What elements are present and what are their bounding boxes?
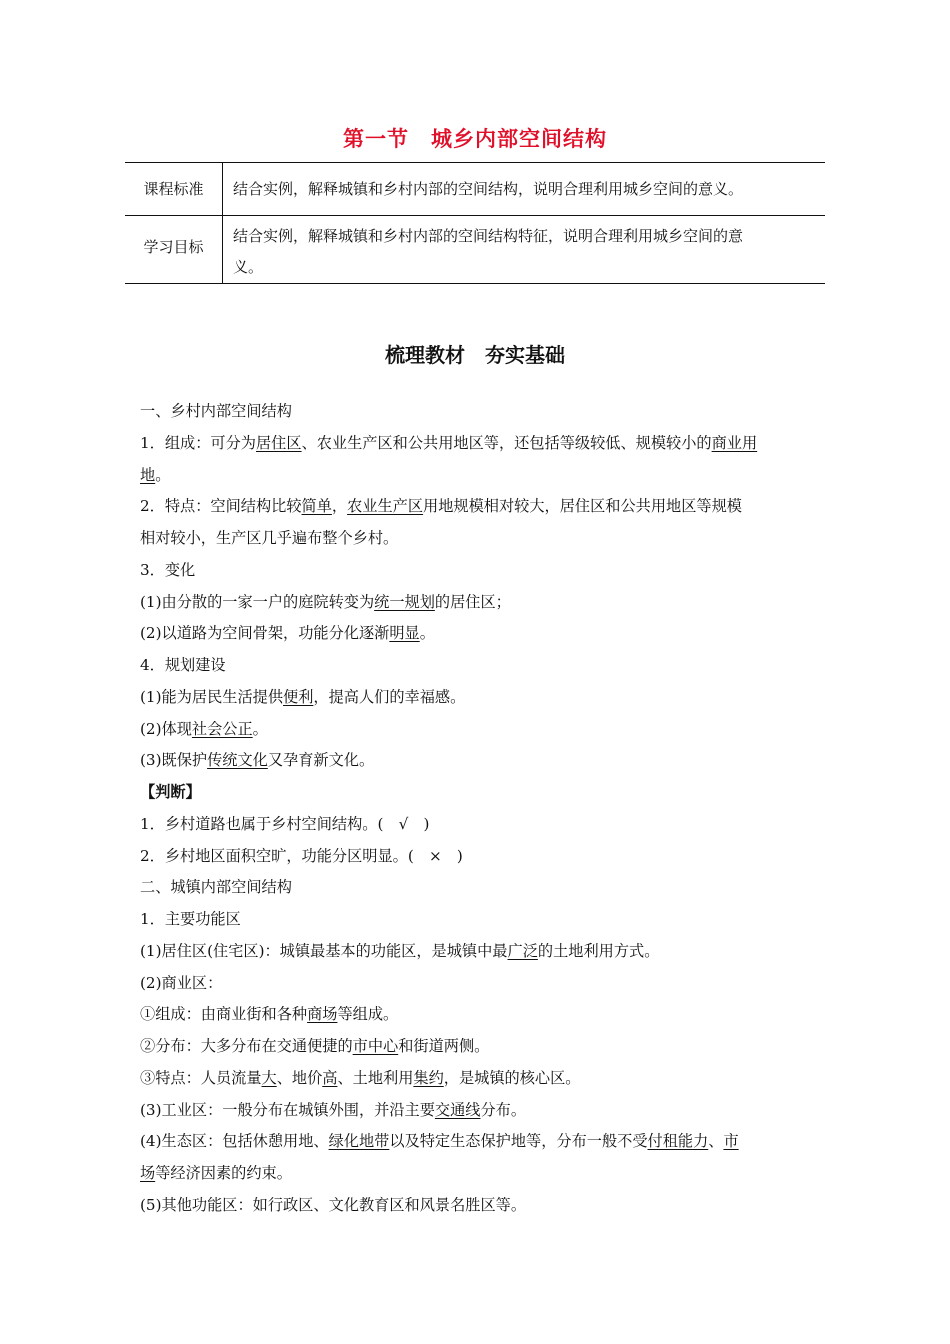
text-segment: 用地规模相对较大，居住区和公共用地区等规模 (423, 497, 742, 516)
text-line (140, 1063, 816, 1095)
text-segment: (3)工业区：一般分布在城镇外围，并沿主要 (140, 1100, 435, 1119)
underlined-answer: 统一规划 (374, 592, 435, 611)
underlined-answer: 市中心 (352, 1037, 399, 1055)
text-line (140, 428, 816, 460)
curriculum-standards-table (125, 162, 825, 284)
text-line (140, 968, 816, 1000)
text-line (140, 682, 816, 714)
text-segment: 1．主要功能区 (140, 910, 241, 928)
text-line (140, 936, 816, 968)
text-line (140, 555, 816, 587)
underlined-answer: 付租能力 (647, 1132, 709, 1151)
text-line (140, 396, 816, 428)
text-line (140, 999, 816, 1031)
text-segment: 。 (419, 624, 435, 643)
text-line (140, 904, 816, 936)
row-content-line: 结合实例，解释城镇和乡村内部的空间结构特征，说明合理利用城乡空间的意 (233, 227, 744, 245)
text-segment: 又孕育新文化。 (267, 751, 375, 770)
underlined-answer: 市 (723, 1132, 739, 1151)
page-title: 第一节 城乡内部空间结构 (343, 127, 607, 151)
text-segment: (5)其他功能区：如行政区、文化教育区和风景名胜区等。 (140, 1195, 527, 1214)
text-segment: (2)体现 (140, 719, 192, 738)
underlined-answer: 绿化地带 (328, 1132, 390, 1151)
text-segment: 一、乡村内部空间结构 (140, 402, 292, 420)
underlined-answer: 高 (322, 1068, 338, 1087)
underlined-answer: 集约 (413, 1068, 444, 1087)
text-segment: 相对较小，生产区几乎遍布整个乡村。 (140, 529, 399, 547)
text-line (140, 714, 816, 746)
text-segment: 3．变化 (140, 560, 196, 579)
text-segment: ③特点：人员流量 (140, 1068, 262, 1087)
text-segment: 的居住区； (434, 592, 511, 611)
row-content-line: 义。 (233, 258, 264, 276)
text-line (140, 491, 816, 523)
text-line (140, 1031, 816, 1063)
text-line (140, 587, 816, 619)
underlined-answer: 农业生产区 (347, 497, 424, 516)
underlined-answer: 场 (140, 1164, 156, 1182)
text-line (140, 745, 816, 777)
body-text (140, 396, 816, 1222)
bold-heading: 【判断】 (140, 783, 201, 801)
text-line (140, 460, 816, 492)
text-segment: 2．特点：空间结构比较 (140, 497, 302, 516)
underlined-answer: 明显 (389, 624, 420, 643)
underlined-answer: 传统文化 (207, 751, 268, 770)
underlined-answer: 商业用 (711, 433, 758, 452)
text-line (140, 872, 816, 904)
text-line (140, 777, 816, 809)
text-segment: ， (331, 497, 348, 516)
underlined-answer: 地 (140, 465, 156, 484)
text-line (140, 1190, 816, 1222)
underlined-answer: 居住区 (255, 433, 302, 452)
underlined-answer: 交通线 (434, 1100, 481, 1119)
text-segment: 、土地利用 (337, 1068, 414, 1087)
underlined-answer: 便利 (283, 687, 314, 706)
text-segment: 、 (708, 1132, 724, 1151)
text-segment: 4．规划建设 (140, 656, 226, 674)
text-segment: (3)既保护 (140, 751, 208, 770)
text-segment: (2)商业区： (140, 973, 223, 992)
text-segment: (4)生态区：包括休憩用地、 (140, 1132, 329, 1151)
text-segment: ①组成：由商业街和各种 (140, 1005, 308, 1024)
table-row (125, 216, 825, 284)
text-segment: (1)由分散的一家一户的庭院转变为 (140, 592, 375, 611)
text-line (140, 841, 816, 873)
text-segment: ，是城镇的核心区。 (443, 1068, 581, 1087)
text-segment: 1．乡村道路也属于乡村空间结构。( √ ) (140, 814, 430, 833)
row-label: 课程标准 (125, 163, 223, 216)
text-segment: 1．组成：可分为 (140, 433, 256, 452)
text-segment: 等组成。 (337, 1005, 399, 1024)
row-content (223, 216, 826, 284)
text-line (140, 618, 816, 650)
text-segment: 以及特定生态保护地等，分布一般不受 (389, 1132, 648, 1151)
underlined-answer: 社会公正 (191, 719, 253, 738)
underlined-answer: 简单 (301, 497, 332, 516)
text-segment: 二、城镇内部空间结构 (140, 878, 292, 897)
underlined-answer: 大 (261, 1068, 277, 1087)
text-segment: 、农业生产区和公共用地区等，还包括等级较低、规模较小的 (301, 433, 712, 452)
text-segment: 2．乡村地区面积空旷，功能分区明显。( × ) (140, 846, 463, 865)
section-title: 梳理教材 夯实基础 (385, 343, 565, 367)
underlined-answer: 商场 (307, 1005, 338, 1024)
text-line (140, 650, 816, 682)
text-line (140, 1126, 816, 1158)
text-segment: (1)能为居民生活提供 (140, 687, 284, 706)
text-segment: (2)以道路为空间骨架，功能分化逐渐 (140, 624, 390, 643)
text-line (140, 523, 816, 555)
text-segment: 。 (252, 719, 268, 738)
table-row (125, 163, 825, 216)
row-content (223, 163, 826, 216)
text-segment: 分布。 (480, 1100, 527, 1119)
underlined-answer: 广泛 (507, 941, 538, 960)
text-segment: (1)居住区(住宅区)：城镇最基本的功能区，是城镇中最 (140, 941, 508, 960)
text-line (140, 1095, 816, 1127)
text-segment: 和街道两侧。 (398, 1037, 490, 1055)
text-line (140, 1158, 816, 1190)
text-segment: 等经济因素的约束。 (155, 1164, 292, 1182)
row-label: 学习目标 (125, 216, 223, 284)
text-segment: 的土地利用方式。 (537, 941, 660, 960)
text-segment: 。 (155, 465, 171, 484)
text-segment: 、地价 (276, 1068, 323, 1087)
text-segment: ②分布：大多分布在交通便捷的 (140, 1037, 353, 1055)
text-segment: ，提高人们的幸福感。 (313, 687, 466, 706)
row-content-line: 结合实例，解释城镇和乡村内部的空间结构，说明合理利用城乡空间的意义。 (233, 180, 744, 198)
text-line (140, 809, 816, 841)
